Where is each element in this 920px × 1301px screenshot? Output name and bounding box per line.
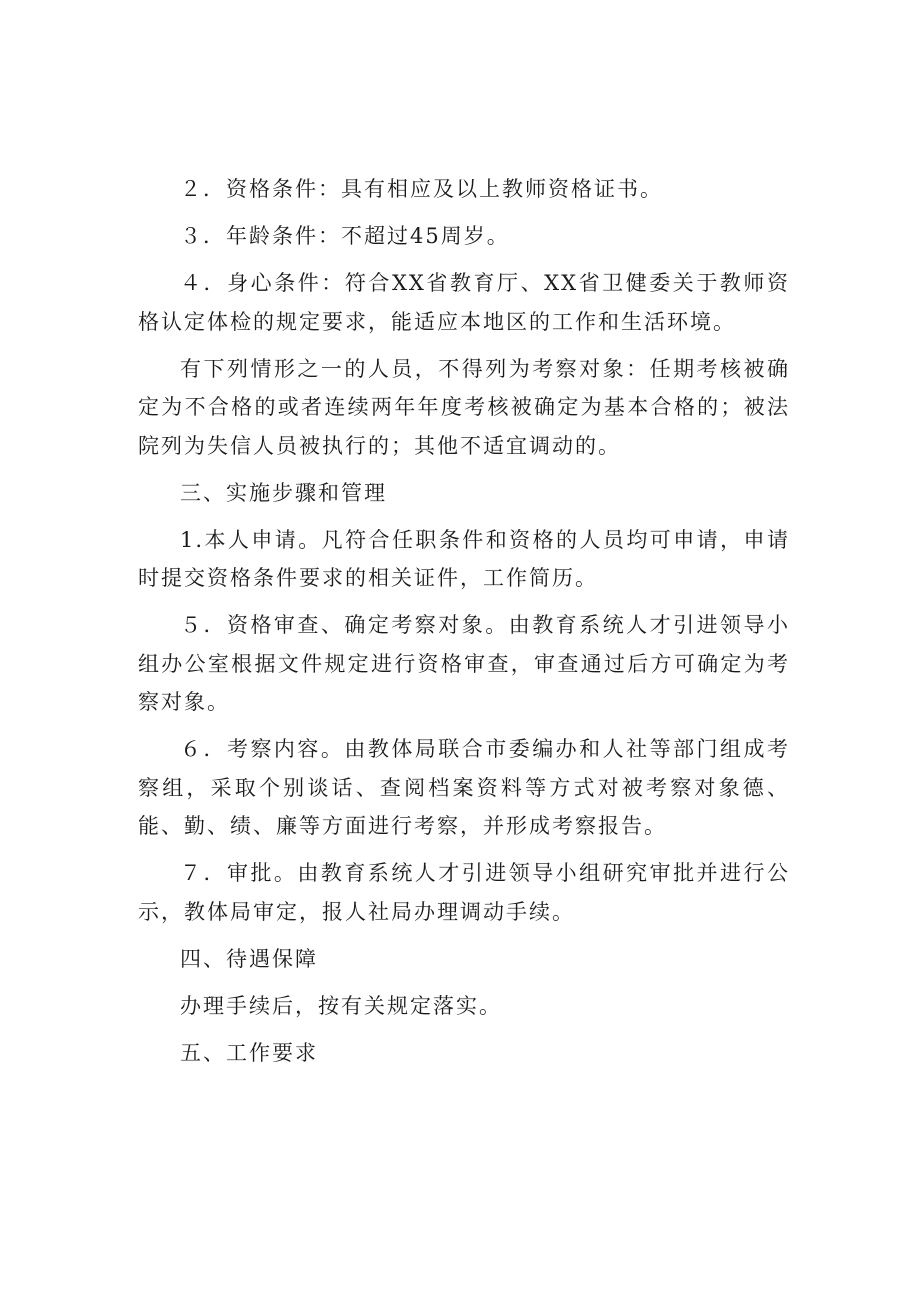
paragraph-inspection: ６．考察内容。由教体局联合市委编办和人社等部门组成考察组，采取个别谈话、查阅档案资料等方式对被考察对象德、能、勤、绩、廉等方面进行考察，并形成考察报告。: [138, 737, 790, 838]
section-heading-requirements: 五、工作要求: [180, 1040, 318, 1065]
paragraph-exclusions: 有下列情形之一的人员，不得列为考察对象：任期考核被确定为不合格的或者连续两年年度考核被确定为基本合格的；被法院列为失信人员被执行的；其他不适宜调动的。: [138, 356, 790, 458]
section-heading-benefits: 四、待遇保障: [180, 946, 318, 971]
paragraph-benefits: 办理手续后，按有关规定落实。: [180, 993, 502, 1018]
paragraph-application: 1.本人申请。凡符合任职条件和资格的人员均可申请，申请时提交资格条件要求的相关证件，工作简历。: [138, 527, 790, 590]
document-body: [138, 170, 790, 1081]
paragraph-review: ５．资格审查、确定考察对象。由教育系统人才引进领导小组办公室根据文件规定进行资格审查，审查通过后方可确定为考察对象。: [138, 613, 790, 714]
paragraph-health: ４．身心条件：符合XX省教育厅、XX省卫健委关于教师资格认定体检的规定要求，能适应本地区的工作和生活环境。: [138, 271, 790, 334]
paragraph-approval: ７．审批。由教育系统人才引进领导小组研究审批并进行公示，教体局审定，报人社局办理调动手续。: [138, 861, 790, 924]
paragraph-age: ３．年龄条件：不超过45周岁。: [180, 224, 510, 248]
section-heading-implementation: 三、实施步骤和管理: [180, 480, 387, 505]
paragraph-qualification: ２．资格条件：具有相应及以上教师资格证书。: [180, 177, 663, 201]
